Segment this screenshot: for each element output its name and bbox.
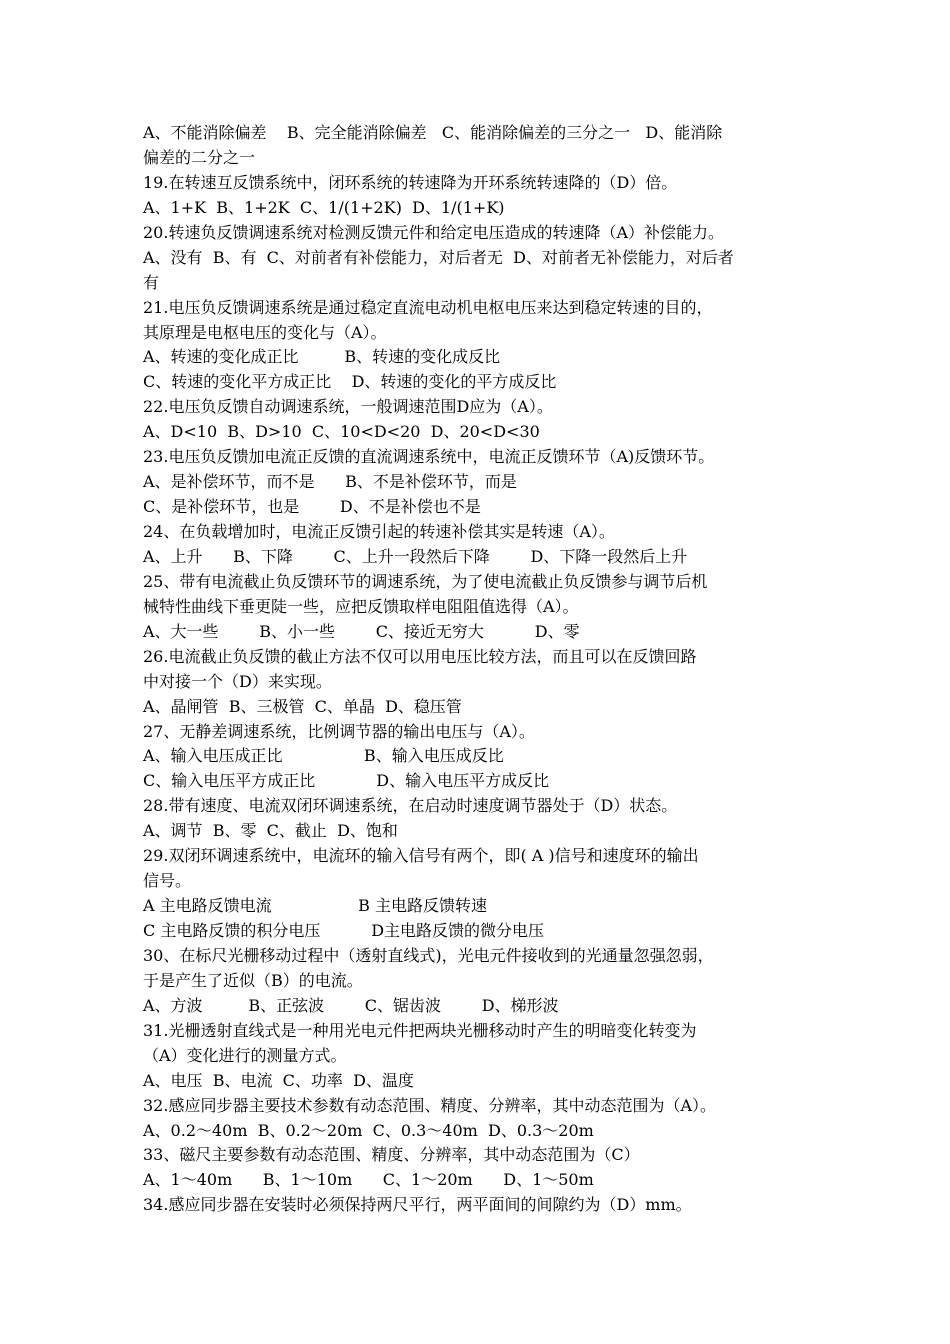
options-24: A、上升 B、下降 C、上升一段然后下降 D、下降一段然后上升 — [143, 546, 688, 566]
text-line: 中对接一个（D）来实现。 — [143, 671, 332, 691]
options-30: A、方波 B、正弦波 C、锯齿波 D、梯形波 — [143, 995, 559, 1015]
options-21: C、转速的变化平方成正比 D、转速的变化的平方成反比 — [143, 372, 557, 392]
text-line: 其原理是电枢电压的变化与（A）。 — [143, 322, 387, 342]
question-30: 30、在标尺光栅移动过程中（透射直线式)，光电元件接收到的光通量忽强忽弱， — [143, 945, 714, 965]
question-25: 25、带有电流截止负反馈环节的调速系统，为了使电流截止负反馈参与调节后机 — [143, 571, 708, 591]
text-line: 偏差的二分之一 — [143, 147, 256, 167]
options-20: A、没有 B、有 C、对前者有补偿能力，对后者无 D、对前者无补偿能力，对后者 — [143, 247, 734, 267]
options-27: C、输入电压平方成正比 D、输入电压平方成反比 — [143, 771, 550, 791]
text-line: （A）变化进行的测量方式。 — [143, 1045, 347, 1065]
options-25: A、大一些 B、小一些 C、接近无穷大 D、零 — [143, 621, 580, 641]
question-24: 24、在负载增加时，电流正反馈引起的转速补偿其实是转速（A）。 — [143, 522, 615, 541]
options-33: A、1～40m B、1～10m C、1～20m D、1～50m — [143, 1170, 594, 1190]
question-21: 21.电压负反馈调速系统是通过稳定直流电动机电枢电压来达到稳定转速的目的， — [143, 297, 713, 317]
options-23: A、是补偿环节，而不是 B、不是补偿环节，而是 — [143, 472, 517, 492]
question-34: 34.感应同步器在安装时必须保持两尺平行，两平面间的间隙约为（D）mm。 — [143, 1195, 692, 1215]
text-line: 于是产生了近似（B）的电流。 — [143, 970, 363, 990]
options-26: A、晶闸管 B、三极管 C、单晶 D、稳压管 — [143, 696, 462, 716]
question-32: 32.感应同步器主要技术参数有动态范围、精度、分辨率，其中动态范围为（A）。 — [143, 1095, 717, 1115]
options-29: A 主电路反馈电流 B 主电路反馈转速 — [143, 896, 487, 916]
question-28: 28.带有速度、电流双闭环调速系统，在启动时速度调节器处于（D）状态。 — [143, 796, 678, 816]
question-31: 31.光栅透射直线式是一种用光电元件把两块光栅移动时产生的明暗变化转变为 — [143, 1020, 697, 1040]
options-31: A、电压 B、电流 C、功率 D、温度 — [143, 1070, 414, 1090]
document-page — [143, 121, 823, 1218]
text-line: 械特性曲线下垂更陡一些，应把反馈取样电阻阻值选得（A）。 — [143, 596, 579, 616]
options-27: A、输入电压成正比 B、输入电压成反比 — [143, 746, 504, 766]
question-20: 20.转速负反馈调速系统对检测反馈元件和给定电压造成的转速降（A）补偿能力。 — [143, 222, 725, 242]
question-23: 23.电压负反馈加电流正反馈的直流调速系统中，电流正反馈环节（A)反馈环节。 — [143, 447, 715, 467]
text-line: 有 — [143, 272, 160, 292]
question-33: 33、磁尺主要参数有动态范围、精度、分辨率，其中动态范围为（C） — [143, 1145, 640, 1165]
question-29: 29.双闭环调速系统中，电流环的输入信号有两个，即( A )信号和速度环的输出 — [143, 846, 699, 866]
question-27: 27、无静差调速系统，比例调节器的输出电压与（A）。 — [143, 721, 535, 741]
options-29: C 主电路反馈的积分电压 D主电路反馈的微分电压 — [143, 921, 545, 940]
question-19: 19.在转速互反馈系统中，闭环系统的转速降为开环系统转速降的（D）倍。 — [143, 172, 678, 192]
options-19: A、1+K B、1+2K C、1/(1+2K) D、1/(1+K) — [143, 197, 505, 217]
text-line: 信号。 — [143, 871, 192, 891]
options-22: A、D<10 B、D>10 C、10<D<20 D、20<D<30 — [143, 422, 540, 442]
question-22: 22.电压负反馈自动调速系统，一般调速范围D应为（A）。 — [143, 397, 553, 417]
options-21: A、转速的变化成正比 B、转速的变化成反比 — [143, 347, 501, 367]
question-26: 26.电流截止负反馈的截止方法不仅可以用电压比较方法，而且可以在反馈回路 — [143, 646, 697, 666]
options-28: A、调节 B、零 C、截止 D、饱和 — [143, 821, 398, 841]
options-32: A、0.2～40m B、0.2～20m C、0.3～40m D、0.3～20m — [143, 1120, 594, 1140]
options-23: C、是补偿环节，也是 D、不是补偿也不是 — [143, 497, 481, 517]
text-line: A、不能消除偏差 B、完全能消除偏差 C、能消除偏差的三分之一 D、能消除 — [143, 123, 723, 142]
